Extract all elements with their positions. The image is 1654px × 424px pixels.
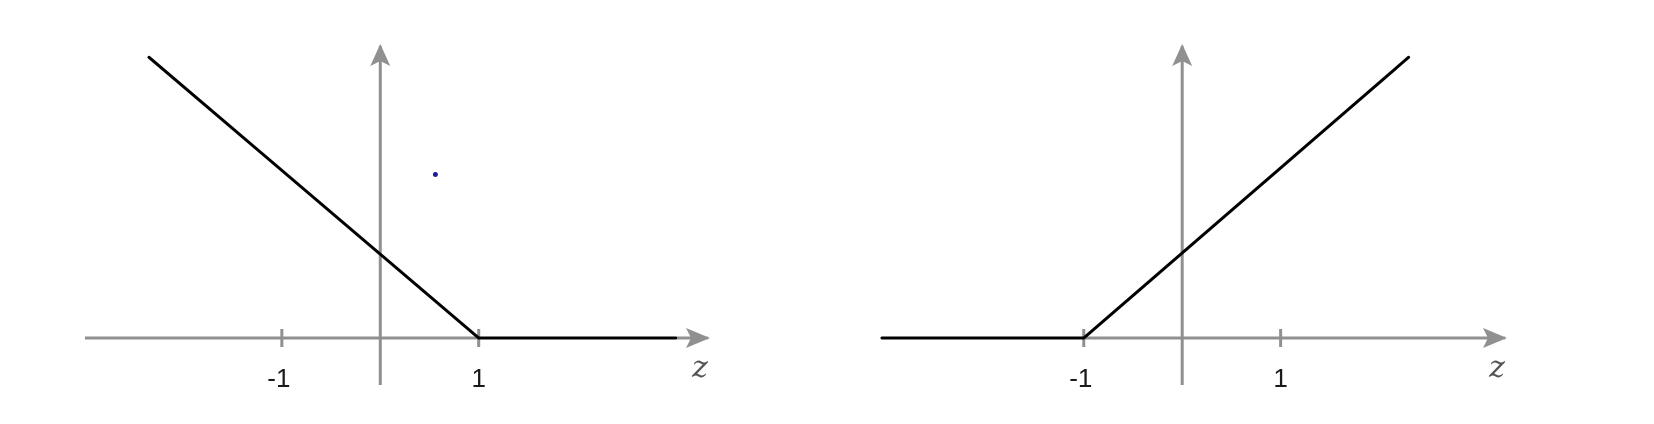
- cost-curve-line: [882, 57, 1409, 338]
- cost-curve-line: [149, 57, 676, 338]
- x-tick-label: 1: [471, 363, 486, 393]
- left-chart: [85, 44, 710, 393]
- x-tick-label: -1: [1069, 363, 1093, 393]
- x-axis-label: z: [692, 350, 708, 385]
- x-axis-label: z: [1489, 350, 1505, 385]
- x-tick-label: 1: [1273, 363, 1288, 393]
- x-tick-label: -1: [267, 363, 291, 393]
- annotation-dot: [433, 172, 438, 177]
- right-chart: [882, 44, 1507, 393]
